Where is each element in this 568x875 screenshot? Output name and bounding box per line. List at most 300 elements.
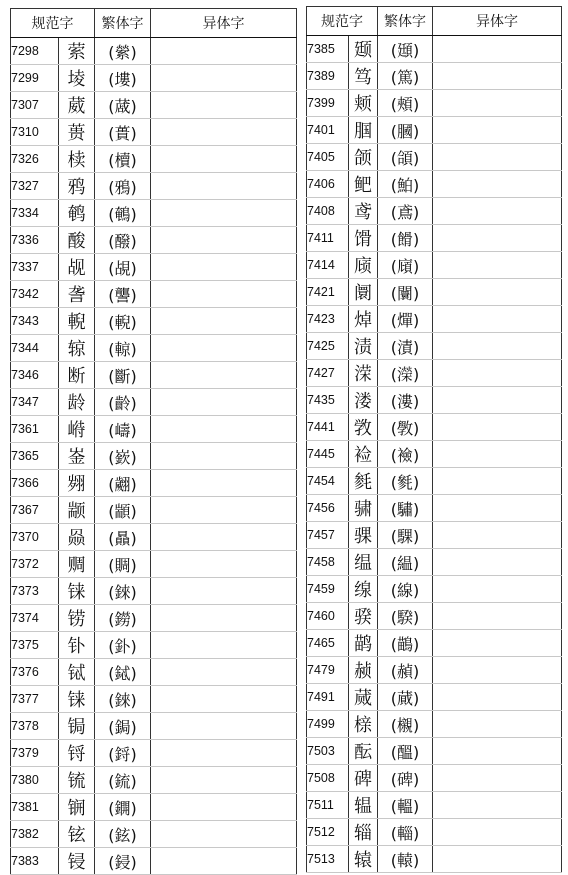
variant-char — [433, 36, 562, 63]
traditional-char: (齡) — [95, 389, 151, 416]
standard-char: 輗 — [59, 308, 95, 335]
header-traditional: 繁体字 — [95, 9, 151, 38]
entry-number: 7376 — [11, 659, 59, 686]
traditional-char: (餶) — [378, 225, 433, 252]
table-row — [307, 63, 562, 90]
table-row — [11, 308, 297, 335]
table-row — [307, 306, 562, 333]
table-row — [11, 389, 297, 416]
standard-char: 蒉 — [59, 119, 95, 146]
entry-number: 7406 — [307, 171, 349, 198]
variant-char — [433, 792, 562, 819]
table-row — [307, 90, 562, 117]
table-row — [11, 632, 297, 659]
table-row — [307, 198, 562, 225]
standard-char: 铹 — [59, 605, 95, 632]
standard-char: 锎 — [59, 794, 95, 821]
entry-number: 7465 — [307, 630, 349, 657]
standard-char: 鲃 — [349, 171, 378, 198]
traditional-char: (鶓) — [378, 630, 433, 657]
table-row — [307, 657, 562, 684]
traditional-char: (覘) — [95, 254, 151, 281]
entry-number: 7411 — [307, 225, 349, 252]
table-header-row — [307, 7, 562, 36]
traditional-char: (翽) — [95, 470, 151, 497]
standard-char: 裣 — [349, 441, 378, 468]
table-row — [11, 713, 297, 740]
entry-number: 7379 — [11, 740, 59, 767]
entry-number: 7347 — [11, 389, 59, 416]
standard-char: 觇 — [59, 254, 95, 281]
table-row — [307, 360, 562, 387]
traditional-char: (嶹) — [95, 416, 151, 443]
variant-char — [151, 551, 297, 578]
traditional-char: (騍) — [378, 522, 433, 549]
entry-number: 7421 — [307, 279, 349, 306]
entry-number: 7298 — [11, 38, 59, 65]
table-row — [11, 200, 297, 227]
entry-number: 7344 — [11, 335, 59, 362]
entry-number: 7456 — [307, 495, 349, 522]
variant-char — [433, 225, 562, 252]
standard-char: 骙 — [349, 603, 378, 630]
entry-number: 7377 — [11, 686, 59, 713]
header-variant: 异体字 — [151, 9, 297, 38]
standard-char: 颌 — [349, 144, 378, 171]
variant-char — [151, 389, 297, 416]
variant-char — [433, 522, 562, 549]
left-character-table — [10, 8, 297, 875]
variant-char — [151, 794, 297, 821]
traditional-char: (贔) — [95, 524, 151, 551]
variant-char — [151, 632, 297, 659]
standard-char: 锊 — [59, 740, 95, 767]
entry-number: 7491 — [307, 684, 349, 711]
standard-char: 龄 — [59, 389, 95, 416]
traditional-char: (頲) — [378, 36, 433, 63]
traditional-char: (騤) — [378, 603, 433, 630]
traditional-char: (鴉) — [95, 173, 151, 200]
right-character-table — [306, 6, 562, 873]
traditional-char: (斷) — [95, 362, 151, 389]
standard-char: 辕 — [349, 846, 378, 873]
entry-number: 7326 — [11, 146, 59, 173]
entry-number: 7457 — [307, 522, 349, 549]
entry-number: 7385 — [307, 36, 349, 63]
standard-char: 腘 — [349, 117, 378, 144]
table-row — [11, 362, 297, 389]
entry-number: 7512 — [307, 819, 349, 846]
standard-char: 赑 — [59, 524, 95, 551]
variant-char — [433, 765, 562, 792]
entry-number: 7366 — [11, 470, 59, 497]
table-row — [307, 225, 562, 252]
traditional-char: (蒧) — [95, 92, 151, 119]
standard-char: 笃 — [349, 63, 378, 90]
traditional-char: (赬) — [378, 657, 433, 684]
variant-char — [433, 360, 562, 387]
variant-char — [433, 117, 562, 144]
table-row — [11, 92, 297, 119]
entry-number: 7503 — [307, 738, 349, 765]
traditional-char: (驌) — [378, 495, 433, 522]
variant-char — [433, 252, 562, 279]
traditional-char: (錸) — [95, 686, 151, 713]
standard-char: 铼 — [59, 578, 95, 605]
entry-number: 7365 — [11, 443, 59, 470]
standard-char: 毵 — [349, 468, 378, 495]
variant-char — [151, 92, 297, 119]
standard-char: 赪 — [349, 657, 378, 684]
table-row — [307, 387, 562, 414]
standard-char: 锓 — [59, 848, 95, 875]
variant-char — [433, 657, 562, 684]
entry-number: 7373 — [11, 578, 59, 605]
traditional-char: (顓) — [95, 497, 151, 524]
table-row — [11, 578, 297, 605]
entry-number: 7342 — [11, 281, 59, 308]
entry-number: 7425 — [307, 333, 349, 360]
standard-char: 崻 — [59, 416, 95, 443]
entry-number: 7337 — [11, 254, 59, 281]
entry-number: 7435 — [307, 387, 349, 414]
entry-number: 7374 — [11, 605, 59, 632]
table-row — [11, 416, 297, 443]
traditional-char: (蕢) — [95, 119, 151, 146]
table-row — [11, 551, 297, 578]
variant-char — [151, 578, 297, 605]
entry-number: 7427 — [307, 360, 349, 387]
entry-number: 7423 — [307, 306, 349, 333]
traditional-char: (碑) — [378, 765, 433, 792]
standard-char: 溇 — [349, 387, 378, 414]
variant-char — [151, 416, 297, 443]
table-row — [307, 684, 562, 711]
entry-number: 7401 — [307, 117, 349, 144]
table-row — [11, 497, 297, 524]
traditional-char: (漬) — [378, 333, 433, 360]
table-row — [11, 470, 297, 497]
traditional-char: (轀) — [378, 792, 433, 819]
variant-char — [433, 630, 562, 657]
variant-char — [151, 146, 297, 173]
header-standard: 规范字 — [11, 9, 95, 38]
standard-char: 骕 — [349, 495, 378, 522]
traditional-char: (頜) — [378, 144, 433, 171]
variant-char — [433, 846, 562, 873]
traditional-char: (塿) — [95, 65, 151, 92]
entry-number: 7370 — [11, 524, 59, 551]
variant-char — [433, 333, 562, 360]
standard-char: 榇 — [349, 711, 378, 738]
variant-char — [433, 441, 562, 468]
standard-char: 阛 — [349, 279, 378, 306]
standard-char: 辎 — [349, 819, 378, 846]
table-row — [11, 686, 297, 713]
traditional-char: (襝) — [378, 441, 433, 468]
table-row — [307, 495, 562, 522]
traditional-char: (闤) — [378, 279, 433, 306]
entry-number: 7299 — [11, 65, 59, 92]
variant-char — [151, 335, 297, 362]
table-row — [11, 740, 297, 767]
traditional-char: (篤) — [378, 63, 433, 90]
traditional-char: (線) — [378, 576, 433, 603]
standard-char: 钋 — [59, 632, 95, 659]
table-row — [11, 119, 297, 146]
standard-char: 断 — [59, 362, 95, 389]
entry-number: 7459 — [307, 576, 349, 603]
entry-number: 7508 — [307, 765, 349, 792]
variant-char — [433, 63, 562, 90]
standard-char: 萦 — [59, 38, 95, 65]
entry-number: 7408 — [307, 198, 349, 225]
traditional-char: (鵪) — [95, 200, 151, 227]
traditional-char: (輜) — [378, 819, 433, 846]
entry-number: 7327 — [11, 173, 59, 200]
traditional-char: (鋟) — [95, 848, 151, 875]
traditional-char: (廎) — [378, 252, 433, 279]
entry-number: 7513 — [307, 846, 349, 873]
table-row — [11, 848, 297, 875]
standard-char: 崟 — [59, 443, 95, 470]
entry-number: 7511 — [307, 792, 349, 819]
standard-char: 颊 — [349, 90, 378, 117]
standard-char: 詟 — [59, 281, 95, 308]
variant-char — [151, 605, 297, 632]
traditional-char: (鮊) — [378, 171, 433, 198]
table-row — [307, 144, 562, 171]
standard-char: 渍 — [349, 333, 378, 360]
variant-char — [433, 387, 562, 414]
table-row — [11, 227, 297, 254]
standard-char: 铼 — [59, 686, 95, 713]
variant-char — [151, 362, 297, 389]
variant-char — [151, 281, 297, 308]
variant-char — [433, 279, 562, 306]
traditional-char: (蕆) — [378, 684, 433, 711]
standard-char: 锔 — [59, 713, 95, 740]
traditional-char: (斆) — [378, 414, 433, 441]
variant-char — [151, 308, 297, 335]
variant-char — [151, 740, 297, 767]
standard-char: 焯 — [349, 306, 378, 333]
traditional-char: (鋱) — [95, 659, 151, 686]
traditional-char: (頰) — [378, 90, 433, 117]
standard-char: 缐 — [349, 576, 378, 603]
traditional-char: (鋝) — [95, 740, 151, 767]
table-row — [307, 117, 562, 144]
traditional-char: (讋) — [95, 281, 151, 308]
entry-number: 7382 — [11, 821, 59, 848]
variant-char — [433, 711, 562, 738]
table-row — [11, 605, 297, 632]
entry-number: 7310 — [11, 119, 59, 146]
variant-char — [433, 495, 562, 522]
header-standard: 规范字 — [307, 7, 378, 36]
standard-char: 辌 — [59, 335, 95, 362]
table-row — [11, 254, 297, 281]
table-row — [11, 38, 297, 65]
table-row — [11, 173, 297, 200]
variant-char — [433, 549, 562, 576]
entry-number: 7381 — [11, 794, 59, 821]
variant-char — [433, 738, 562, 765]
table-row — [307, 414, 562, 441]
standard-char: 鸦 — [59, 173, 95, 200]
standard-char: 骒 — [349, 522, 378, 549]
variant-char — [433, 144, 562, 171]
entry-number: 7343 — [11, 308, 59, 335]
traditional-char: (鐒) — [95, 605, 151, 632]
traditional-char: (鋦) — [95, 713, 151, 740]
table-row — [11, 659, 297, 686]
traditional-char: (錸) — [95, 578, 151, 605]
variant-char — [151, 497, 297, 524]
entry-number: 7367 — [11, 497, 59, 524]
table-row — [307, 549, 562, 576]
entry-number: 7460 — [307, 603, 349, 630]
variant-char — [433, 414, 562, 441]
table-row — [307, 522, 562, 549]
traditional-char: (輗) — [95, 308, 151, 335]
entry-number: 7405 — [307, 144, 349, 171]
traditional-char: (輬) — [95, 335, 151, 362]
table-row — [307, 279, 562, 306]
variant-char — [151, 686, 297, 713]
traditional-char: (膕) — [378, 117, 433, 144]
table-row — [307, 441, 562, 468]
entry-number: 7378 — [11, 713, 59, 740]
table-row — [307, 576, 562, 603]
standard-char: 赒 — [59, 551, 95, 578]
standard-char: 翙 — [59, 470, 95, 497]
variant-char — [151, 524, 297, 551]
variant-char — [151, 65, 297, 92]
table-row — [307, 819, 562, 846]
variant-char — [433, 171, 562, 198]
traditional-char: (嶔) — [95, 443, 151, 470]
table-row — [11, 443, 297, 470]
entry-number: 7372 — [11, 551, 59, 578]
entry-number: 7445 — [307, 441, 349, 468]
table-row — [11, 794, 297, 821]
header-traditional: 繁体字 — [378, 7, 433, 36]
table-header-row — [11, 9, 297, 38]
table-row — [307, 630, 562, 657]
variant-char — [151, 173, 297, 200]
table-row — [307, 36, 562, 63]
variant-char — [151, 713, 297, 740]
variant-char — [151, 767, 297, 794]
standard-char: 缊 — [349, 549, 378, 576]
entry-number: 7499 — [307, 711, 349, 738]
traditional-char: (毿) — [378, 468, 433, 495]
variant-char — [151, 821, 297, 848]
table-row — [11, 65, 297, 92]
traditional-char: (緼) — [378, 549, 433, 576]
standard-char: 颛 — [59, 497, 95, 524]
standard-char: 葳 — [59, 92, 95, 119]
standard-char: 鹌 — [59, 200, 95, 227]
variant-char — [151, 254, 297, 281]
entry-number: 7307 — [11, 92, 59, 119]
entry-number: 7479 — [307, 657, 349, 684]
standard-char: 庼 — [349, 252, 378, 279]
standard-char: 敩 — [349, 414, 378, 441]
table-row — [307, 252, 562, 279]
standard-char: 蒇 — [349, 684, 378, 711]
traditional-char: (鐦) — [95, 794, 151, 821]
table-row — [307, 738, 562, 765]
entry-number: 7334 — [11, 200, 59, 227]
standard-char: 酝 — [349, 738, 378, 765]
table-row — [307, 468, 562, 495]
standard-char: 辒 — [349, 792, 378, 819]
entry-number: 7389 — [307, 63, 349, 90]
entry-number: 7454 — [307, 468, 349, 495]
entry-number: 7383 — [11, 848, 59, 875]
entry-number: 7458 — [307, 549, 349, 576]
standard-char: 馉 — [349, 225, 378, 252]
table-row — [307, 171, 562, 198]
traditional-char: (鋶) — [95, 767, 151, 794]
traditional-char: (鳶) — [378, 198, 433, 225]
standard-char: 碑 — [349, 765, 378, 792]
standard-char: 鸢 — [349, 198, 378, 225]
entry-number: 7399 — [307, 90, 349, 117]
standard-char: 椟 — [59, 146, 95, 173]
variant-char — [433, 603, 562, 630]
variant-char — [151, 200, 297, 227]
table-row — [11, 335, 297, 362]
table-row — [307, 792, 562, 819]
entry-number: 7380 — [11, 767, 59, 794]
table-row — [11, 767, 297, 794]
entry-number: 7336 — [11, 227, 59, 254]
variant-char — [151, 443, 297, 470]
standard-char: 溁 — [349, 360, 378, 387]
variant-char — [151, 470, 297, 497]
entry-number: 7414 — [307, 252, 349, 279]
variant-char — [433, 198, 562, 225]
table-row — [11, 524, 297, 551]
entry-number: 7346 — [11, 362, 59, 389]
variant-char — [151, 227, 297, 254]
traditional-char: (鉉) — [95, 821, 151, 848]
table-row — [307, 603, 562, 630]
table-row — [307, 333, 562, 360]
table-row — [11, 821, 297, 848]
table-row — [307, 846, 562, 873]
standard-char: 堎 — [59, 65, 95, 92]
variant-char — [151, 659, 297, 686]
traditional-char: (釙) — [95, 632, 151, 659]
traditional-char: (漊) — [378, 387, 433, 414]
variant-char — [433, 90, 562, 117]
variant-char — [433, 819, 562, 846]
variant-char — [151, 119, 297, 146]
standard-char: 鹋 — [349, 630, 378, 657]
traditional-char: (醱) — [95, 227, 151, 254]
traditional-char: (濚) — [378, 360, 433, 387]
entry-number: 7361 — [11, 416, 59, 443]
table-row — [307, 765, 562, 792]
traditional-char: (縈) — [95, 38, 151, 65]
variant-char — [433, 468, 562, 495]
table-row — [307, 711, 562, 738]
standard-char: 铉 — [59, 821, 95, 848]
